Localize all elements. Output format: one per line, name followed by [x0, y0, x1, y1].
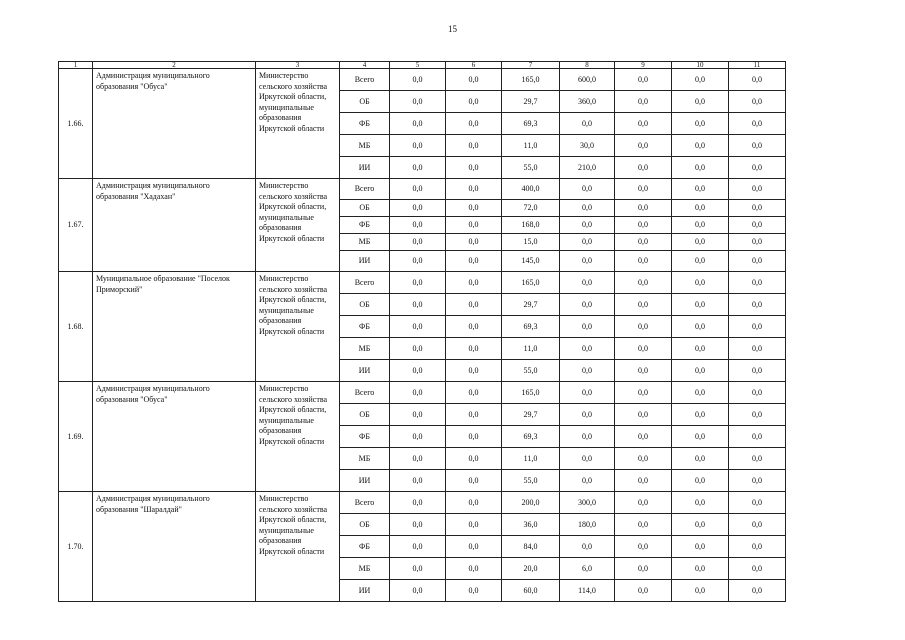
- amount-cell: 0,0: [672, 404, 729, 426]
- amount-cell: 0,0: [560, 316, 615, 338]
- amount-cell: 0,0: [390, 251, 446, 272]
- amount-cell: 0,0: [446, 536, 502, 558]
- amount-cell: 0,0: [729, 558, 786, 580]
- amount-cell: 0,0: [615, 69, 672, 91]
- amount-cell: 0,0: [560, 404, 615, 426]
- amount-cell: 0,0: [672, 113, 729, 135]
- amount-cell: 0,0: [446, 360, 502, 382]
- amount-cell: 0,0: [615, 360, 672, 382]
- amount-cell: 0,0: [672, 360, 729, 382]
- amount-cell: 0,0: [390, 492, 446, 514]
- amount-cell: 0,0: [729, 338, 786, 360]
- funding-source: МБ: [340, 135, 390, 157]
- funding-source: ИИ: [340, 580, 390, 602]
- amount-cell: 0,0: [390, 294, 446, 316]
- amount-cell: 0,0: [390, 200, 446, 217]
- recipient-name: Администрация муниципального образования "Хадахан": [93, 179, 256, 272]
- amount-cell: 0,0: [615, 217, 672, 234]
- amount-cell: 0,0: [672, 492, 729, 514]
- amount-cell: 0,0: [390, 316, 446, 338]
- amount-cell: 0,0: [615, 91, 672, 113]
- amount-cell: 0,0: [390, 514, 446, 536]
- amount-cell: 0,0: [672, 316, 729, 338]
- amount-cell: 0,0: [729, 316, 786, 338]
- amount-cell: 0,0: [672, 217, 729, 234]
- amount-cell: 0,0: [729, 536, 786, 558]
- amount-cell: 0,0: [729, 234, 786, 251]
- amount-cell: 0,0: [615, 536, 672, 558]
- funding-source: ОБ: [340, 91, 390, 113]
- amount-cell: 0,0: [672, 91, 729, 113]
- amount-cell: 0,0: [390, 135, 446, 157]
- amount-cell: 0,0: [390, 426, 446, 448]
- ministry-name: Министерство сельского хозяйства Иркутской области, муниципальные образования Иркутской области: [256, 179, 340, 272]
- amount-cell: 0,0: [615, 514, 672, 536]
- row-number: 1.69.: [59, 382, 93, 492]
- funding-source: МБ: [340, 234, 390, 251]
- amount-cell: 600,0: [560, 69, 615, 91]
- amount-cell: 0,0: [729, 272, 786, 294]
- funding-source: ФБ: [340, 536, 390, 558]
- amount-cell: 0,0: [446, 338, 502, 360]
- amount-cell: 0,0: [672, 426, 729, 448]
- amount-cell: 0,0: [615, 338, 672, 360]
- amount-cell: 0,0: [615, 135, 672, 157]
- funding-source: Всего: [340, 492, 390, 514]
- amount-cell: 0,0: [729, 294, 786, 316]
- ministry-name: Министерство сельского хозяйства Иркутской области, муниципальные образования Иркутской области: [256, 492, 340, 602]
- amount-cell: 0,0: [446, 179, 502, 200]
- amount-cell: 69,3: [502, 113, 560, 135]
- amount-cell: 200,0: [502, 492, 560, 514]
- amount-cell: 0,0: [390, 382, 446, 404]
- amount-cell: 0,0: [729, 492, 786, 514]
- row-number: 1.66.: [59, 69, 93, 179]
- amount-cell: 0,0: [446, 251, 502, 272]
- amount-cell: 0,0: [615, 272, 672, 294]
- amount-cell: 0,0: [446, 492, 502, 514]
- row-number: 1.68.: [59, 272, 93, 382]
- amount-cell: 0,0: [729, 200, 786, 217]
- table-row: [59, 492, 786, 514]
- amount-cell: 0,0: [672, 294, 729, 316]
- amount-cell: 0,0: [560, 426, 615, 448]
- amount-cell: 29,7: [502, 91, 560, 113]
- amount-cell: 0,0: [560, 294, 615, 316]
- amount-cell: 0,0: [390, 448, 446, 470]
- amount-cell: 0,0: [560, 448, 615, 470]
- column-header: 2: [93, 62, 256, 69]
- amount-cell: 0,0: [390, 157, 446, 179]
- header-row: [59, 62, 786, 69]
- amount-cell: 400,0: [502, 179, 560, 200]
- amount-cell: 0,0: [560, 272, 615, 294]
- funding-source: Всего: [340, 272, 390, 294]
- amount-cell: 0,0: [446, 69, 502, 91]
- table-row: [59, 272, 786, 294]
- amount-cell: 0,0: [390, 113, 446, 135]
- amount-cell: 0,0: [560, 470, 615, 492]
- amount-cell: 0,0: [390, 470, 446, 492]
- amount-cell: 0,0: [390, 338, 446, 360]
- amount-cell: 0,0: [446, 448, 502, 470]
- recipient-name: Администрация муниципального образования "Обуса": [93, 382, 256, 492]
- amount-cell: 0,0: [729, 448, 786, 470]
- amount-cell: 145,0: [502, 251, 560, 272]
- amount-cell: 0,0: [615, 294, 672, 316]
- funding-source: Всего: [340, 69, 390, 91]
- amount-cell: 0,0: [672, 536, 729, 558]
- amount-cell: 30,0: [560, 135, 615, 157]
- amount-cell: 0,0: [560, 382, 615, 404]
- amount-cell: 84,0: [502, 536, 560, 558]
- amount-cell: 0,0: [615, 448, 672, 470]
- funding-source: ИИ: [340, 470, 390, 492]
- amount-cell: 0,0: [729, 69, 786, 91]
- amount-cell: 0,0: [446, 272, 502, 294]
- amount-cell: 0,0: [560, 113, 615, 135]
- funding-source: ИИ: [340, 360, 390, 382]
- recipient-name: Администрация муниципального образования "Обуса": [93, 69, 256, 179]
- amount-cell: 0,0: [615, 558, 672, 580]
- amount-cell: 11,0: [502, 448, 560, 470]
- column-header: 3: [256, 62, 340, 69]
- amount-cell: 0,0: [390, 360, 446, 382]
- amount-cell: 0,0: [672, 382, 729, 404]
- budget-table: [58, 61, 786, 602]
- amount-cell: 0,0: [560, 234, 615, 251]
- amount-cell: 0,0: [615, 470, 672, 492]
- amount-cell: 114,0: [560, 580, 615, 602]
- amount-cell: 0,0: [446, 234, 502, 251]
- amount-cell: 0,0: [446, 113, 502, 135]
- amount-cell: 0,0: [729, 91, 786, 113]
- amount-cell: 0,0: [615, 251, 672, 272]
- amount-cell: 11,0: [502, 135, 560, 157]
- amount-cell: 0,0: [672, 135, 729, 157]
- amount-cell: 0,0: [615, 200, 672, 217]
- amount-cell: 0,0: [729, 470, 786, 492]
- amount-cell: 0,0: [672, 558, 729, 580]
- amount-cell: 0,0: [446, 470, 502, 492]
- amount-cell: 0,0: [672, 470, 729, 492]
- row-number: 1.67.: [59, 179, 93, 272]
- amount-cell: 6,0: [560, 558, 615, 580]
- amount-cell: 29,7: [502, 294, 560, 316]
- amount-cell: 0,0: [390, 91, 446, 113]
- amount-cell: 0,0: [446, 91, 502, 113]
- recipient-name: Администрация муниципального образования "Шаралдай": [93, 492, 256, 602]
- amount-cell: 55,0: [502, 470, 560, 492]
- amount-cell: 0,0: [446, 558, 502, 580]
- amount-cell: 0,0: [729, 360, 786, 382]
- amount-cell: 0,0: [672, 338, 729, 360]
- funding-source: Всего: [340, 382, 390, 404]
- column-header: 1: [59, 62, 93, 69]
- funding-source: МБ: [340, 558, 390, 580]
- funding-source: ОБ: [340, 404, 390, 426]
- amount-cell: 0,0: [615, 404, 672, 426]
- amount-cell: 0,0: [446, 382, 502, 404]
- amount-cell: 0,0: [446, 200, 502, 217]
- amount-cell: 0,0: [729, 251, 786, 272]
- page-number: 15: [448, 24, 457, 34]
- amount-cell: 0,0: [390, 536, 446, 558]
- amount-cell: 11,0: [502, 338, 560, 360]
- amount-cell: 29,7: [502, 404, 560, 426]
- amount-cell: 0,0: [615, 234, 672, 251]
- funding-source: ИИ: [340, 157, 390, 179]
- funding-source: ОБ: [340, 294, 390, 316]
- amount-cell: 0,0: [615, 316, 672, 338]
- amount-cell: 15,0: [502, 234, 560, 251]
- amount-cell: 0,0: [729, 157, 786, 179]
- amount-cell: 0,0: [615, 113, 672, 135]
- funding-source: МБ: [340, 338, 390, 360]
- amount-cell: 0,0: [615, 492, 672, 514]
- amount-cell: 0,0: [560, 217, 615, 234]
- table-row: [59, 382, 786, 404]
- amount-cell: 0,0: [729, 179, 786, 200]
- ministry-name: Министерство сельского хозяйства Иркутской области, муниципальные образования Иркутской области: [256, 69, 340, 179]
- amount-cell: 0,0: [615, 382, 672, 404]
- column-header: 9: [615, 62, 672, 69]
- column-header: 4: [340, 62, 390, 69]
- amount-cell: 60,0: [502, 580, 560, 602]
- amount-cell: 0,0: [560, 536, 615, 558]
- amount-cell: 0,0: [390, 404, 446, 426]
- table-row: [59, 69, 786, 91]
- amount-cell: 0,0: [672, 580, 729, 602]
- amount-cell: 0,0: [446, 157, 502, 179]
- amount-cell: 0,0: [729, 404, 786, 426]
- amount-cell: 360,0: [560, 91, 615, 113]
- amount-cell: 165,0: [502, 69, 560, 91]
- amount-cell: 0,0: [615, 426, 672, 448]
- amount-cell: 0,0: [672, 514, 729, 536]
- amount-cell: 0,0: [446, 426, 502, 448]
- amount-cell: 55,0: [502, 360, 560, 382]
- amount-cell: 0,0: [390, 558, 446, 580]
- amount-cell: 0,0: [729, 382, 786, 404]
- funding-source: ФБ: [340, 217, 390, 234]
- amount-cell: 0,0: [446, 135, 502, 157]
- amount-cell: 72,0: [502, 200, 560, 217]
- amount-cell: 0,0: [390, 272, 446, 294]
- amount-cell: 0,0: [729, 580, 786, 602]
- amount-cell: 0,0: [390, 217, 446, 234]
- amount-cell: 69,3: [502, 316, 560, 338]
- column-header: 7: [502, 62, 560, 69]
- amount-cell: 180,0: [560, 514, 615, 536]
- row-number: 1.70.: [59, 492, 93, 602]
- amount-cell: 0,0: [672, 272, 729, 294]
- amount-cell: 0,0: [560, 179, 615, 200]
- amount-cell: 0,0: [615, 179, 672, 200]
- table-row: [59, 179, 786, 200]
- amount-cell: 0,0: [672, 179, 729, 200]
- amount-cell: 20,0: [502, 558, 560, 580]
- amount-cell: 0,0: [560, 200, 615, 217]
- amount-cell: 0,0: [446, 514, 502, 536]
- column-header: 5: [390, 62, 446, 69]
- funding-source: Всего: [340, 179, 390, 200]
- amount-cell: 0,0: [615, 580, 672, 602]
- funding-source: ИИ: [340, 251, 390, 272]
- amount-cell: 168,0: [502, 217, 560, 234]
- amount-cell: 36,0: [502, 514, 560, 536]
- column-header: 8: [560, 62, 615, 69]
- amount-cell: 0,0: [729, 113, 786, 135]
- amount-cell: 0,0: [560, 360, 615, 382]
- funding-source: МБ: [340, 448, 390, 470]
- funding-source: ФБ: [340, 316, 390, 338]
- amount-cell: 0,0: [672, 157, 729, 179]
- recipient-name: Муниципальное образование "Поселок Приморский": [93, 272, 256, 382]
- amount-cell: 0,0: [390, 69, 446, 91]
- amount-cell: 0,0: [390, 580, 446, 602]
- amount-cell: 0,0: [390, 179, 446, 200]
- amount-cell: 0,0: [729, 514, 786, 536]
- amount-cell: 300,0: [560, 492, 615, 514]
- funding-source: ФБ: [340, 426, 390, 448]
- funding-source: ФБ: [340, 113, 390, 135]
- amount-cell: 0,0: [672, 448, 729, 470]
- amount-cell: 0,0: [560, 338, 615, 360]
- amount-cell: 165,0: [502, 382, 560, 404]
- amount-cell: 0,0: [446, 316, 502, 338]
- ministry-name: Министерство сельского хозяйства Иркутской области, муниципальные образования Иркутской области: [256, 382, 340, 492]
- amount-cell: 0,0: [729, 135, 786, 157]
- ministry-name: Министерство сельского хозяйства Иркутской области, муниципальные образования Иркутской области: [256, 272, 340, 382]
- amount-cell: 0,0: [672, 251, 729, 272]
- amount-cell: 0,0: [446, 404, 502, 426]
- amount-cell: 0,0: [446, 294, 502, 316]
- amount-cell: 0,0: [672, 200, 729, 217]
- amount-cell: 0,0: [615, 157, 672, 179]
- amount-cell: 0,0: [672, 69, 729, 91]
- amount-cell: 0,0: [446, 217, 502, 234]
- amount-cell: 0,0: [390, 234, 446, 251]
- amount-cell: 0,0: [446, 580, 502, 602]
- column-header: 11: [729, 62, 786, 69]
- amount-cell: 0,0: [672, 234, 729, 251]
- amount-cell: 69,3: [502, 426, 560, 448]
- funding-source: ОБ: [340, 200, 390, 217]
- column-header: 6: [446, 62, 502, 69]
- amount-cell: 165,0: [502, 272, 560, 294]
- column-header: 10: [672, 62, 729, 69]
- amount-cell: 210,0: [560, 157, 615, 179]
- amount-cell: 0,0: [729, 217, 786, 234]
- amount-cell: 0,0: [729, 426, 786, 448]
- amount-cell: 0,0: [560, 251, 615, 272]
- funding-source: ОБ: [340, 514, 390, 536]
- amount-cell: 55,0: [502, 157, 560, 179]
